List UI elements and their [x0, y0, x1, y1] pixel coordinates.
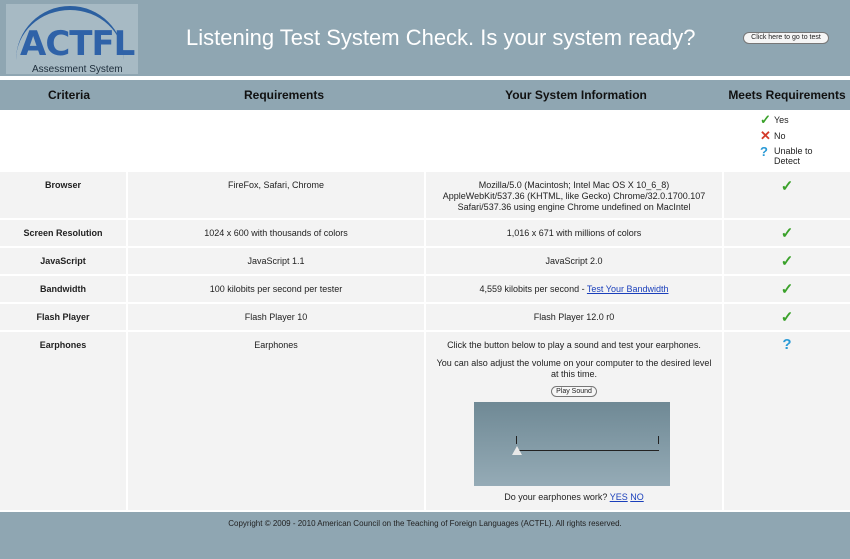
logo-subtext: Assessment System [32, 64, 123, 75]
criteria-cell: Browser [0, 172, 126, 218]
criteria-cell: Flash Player [0, 304, 126, 330]
system-info-cell: 1,016 x 671 with millions of colors [426, 220, 722, 246]
bandwidth-value: 4,559 kilobits per second - [479, 284, 587, 294]
legend-yes-label: Yes [774, 115, 789, 125]
actfl-logo [6, 4, 138, 74]
test-bandwidth-link[interactable]: Test Your Bandwidth [586, 284, 669, 294]
col-system-info: Your System Information [505, 88, 647, 102]
page-title: Listening Test System Check. Is your system ready? [186, 25, 696, 50]
slider-tick-min [516, 436, 517, 444]
table-row [0, 304, 850, 330]
meets-cell [724, 304, 850, 330]
earphones-question-text: Do your earphones work? [504, 492, 608, 502]
logo-text: ACTFL [20, 24, 135, 64]
requirement-cell: Flash Player 10 [128, 304, 424, 330]
col-requirements: Requirements [243, 88, 325, 102]
volume-instruction: You can also adjust the volume on your computer to the desired level at this time. [436, 358, 712, 379]
criteria-cell: JavaScript [0, 248, 126, 274]
table-row [0, 276, 850, 302]
earphones-yes-link[interactable]: YES [609, 492, 628, 502]
column-header-bar [0, 80, 850, 110]
slider-tick-max [658, 436, 659, 444]
volume-slider-thumb[interactable] [512, 446, 522, 455]
header-bar [0, 0, 850, 76]
system-info-cell: JavaScript 2.0 [426, 248, 722, 274]
requirement-cell: 100 kilobits per second per tester [128, 276, 424, 302]
criteria-cell: Screen Resolution [0, 220, 126, 246]
table-row [0, 248, 850, 274]
footer-bar [0, 512, 850, 559]
meets-cell [724, 172, 850, 218]
legend [760, 114, 824, 170]
earphones-no-link[interactable]: NO [630, 492, 644, 502]
x-icon: ✕ [760, 128, 771, 143]
earphones-question [426, 492, 722, 502]
check-icon: ✓ [780, 309, 794, 326]
check-icon: ✓ [780, 178, 794, 195]
legend-yes [760, 114, 824, 126]
col-meets: Meets Requirements [728, 88, 846, 102]
system-info-cell: Mozilla/5.0 (Macintosh; Intel Mac OS X 10_6_8) AppleWebKit/537.36 (KHTML, like Gecko) Chrome/32.0.1700.107 Safari/537.36 using engine Chrome undefined on MacIntel [426, 172, 722, 218]
question-icon: ? [782, 336, 792, 353]
volume-slider-panel [474, 402, 670, 486]
meets-cell [724, 248, 850, 274]
volume-slider-track[interactable] [516, 450, 659, 451]
meets-cell [724, 220, 850, 246]
play-sound-button[interactable]: Play Sound [551, 386, 597, 397]
copyright-text: Copyright © 2009 - 2010 American Council on the Teaching of Foreign Languages (ACTFL). All rights reserved. [228, 519, 622, 528]
table-row [0, 172, 850, 218]
table-row [0, 332, 850, 510]
question-icon: ? [760, 144, 768, 159]
legend-unable-label: Unable to Detect [774, 146, 813, 166]
earphone-instruction: Click the button below to play a sound and test your earphones. [447, 340, 701, 350]
requirement-cell: FireFox, Safari, Chrome [128, 172, 424, 218]
legend-unable [760, 146, 824, 166]
meets-cell [724, 332, 850, 510]
check-icon: ✓ [780, 225, 794, 242]
system-info-cell [426, 276, 722, 302]
meets-cell [724, 276, 850, 302]
legend-no [760, 130, 824, 142]
check-icon: ✓ [780, 253, 794, 270]
criteria-cell: Earphones [0, 332, 126, 510]
table-row [0, 220, 850, 246]
system-info-cell [426, 332, 722, 510]
go-to-test-button[interactable]: Click here to go to test [743, 32, 829, 44]
requirement-cell: JavaScript 1.1 [128, 248, 424, 274]
check-icon: ✓ [780, 281, 794, 298]
requirement-cell: Earphones [128, 332, 424, 510]
system-info-cell: Flash Player 12.0 r0 [426, 304, 722, 330]
requirement-cell: 1024 x 600 with thousands of colors [128, 220, 424, 246]
criteria-cell: Bandwidth [0, 276, 126, 302]
col-criteria: Criteria [47, 88, 91, 102]
check-icon: ✓ [760, 112, 771, 127]
legend-no-label: No [774, 131, 786, 141]
